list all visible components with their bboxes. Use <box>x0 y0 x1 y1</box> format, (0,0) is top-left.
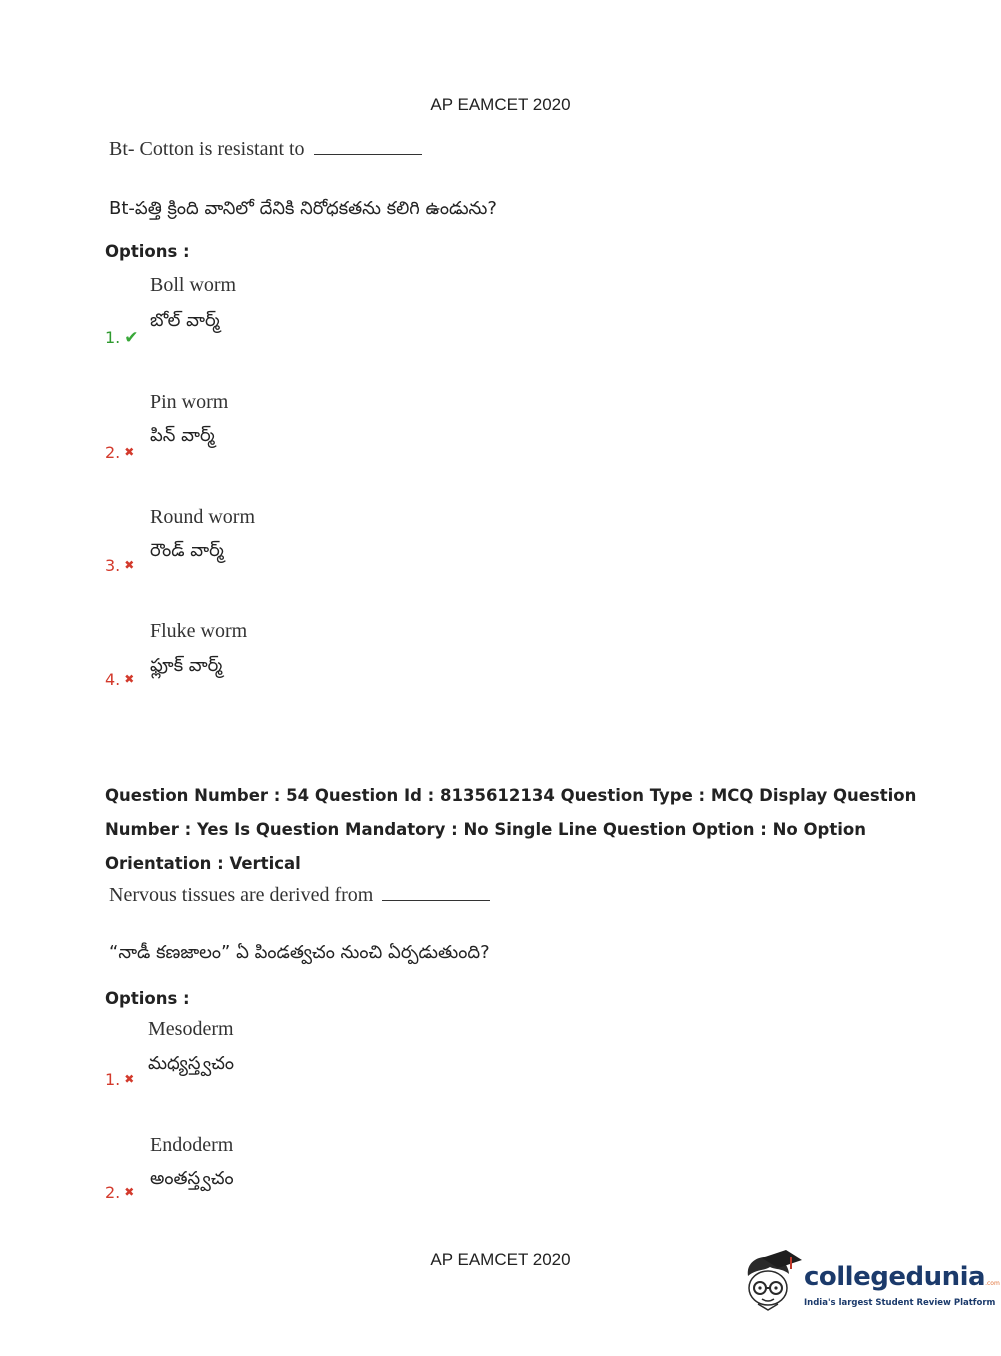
option-2-text-te: పిన్ వార్మ్ <box>150 425 215 446</box>
cross-icon: ✖ <box>124 672 135 686</box>
question-meta-line-3: Orientation : Vertical <box>105 854 301 873</box>
option-1-text-en: Boll worm <box>150 274 237 296</box>
options-label: Options : <box>105 989 190 1008</box>
mascot-logo-icon <box>742 1250 802 1312</box>
question-meta-line-2: Number : Yes Is Question Mandatory : No Single Line Question Option : No Option <box>105 820 866 839</box>
question-meta-line-1: Question Number : 54 Question Id : 8135612134 Question Type : MCQ Display Question <box>105 786 917 805</box>
answer-blank <box>314 153 422 155</box>
check-icon: ✔ <box>124 328 139 348</box>
option-3-text-en: Round worm <box>150 506 255 528</box>
option-2-text-te: అంతస్త్వచం <box>150 1168 234 1189</box>
option-1-number <box>105 328 139 348</box>
option-4-text-en: Fluke worm <box>150 620 248 642</box>
option-number-label: 4. <box>105 670 121 689</box>
question-text: Bt- Cotton is resistant to <box>109 138 305 160</box>
collegedunia-logo <box>742 1250 1000 1312</box>
option-2-text-en: Pin worm <box>150 391 229 413</box>
option-number-label: 3. <box>105 556 121 575</box>
question-text: Nervous tissues are derived from <box>109 884 374 906</box>
question-text-te: Bt-పత్తి క్రింది వానిలో దేనికి నిరోధకతను కలిగి ఉండును? <box>109 198 497 219</box>
option-3-number <box>105 556 134 575</box>
option-1-text-te: మధ్యస్త్వచం <box>148 1053 235 1074</box>
option-1-text-te: బోల్ వార్మ్ <box>150 310 220 331</box>
option-4-text-te: ఫ్లూక్ వార్మ్ <box>150 655 223 676</box>
logo-tagline: India's largest Student Review Platform <box>804 1298 996 1308</box>
question-text-te: “నాడీ కణజాలం” ఏ పిండత్వచం నుంచి ఏర్పడుతుంది? <box>109 942 490 963</box>
options-label: Options : <box>105 242 190 261</box>
cross-icon: ✖ <box>124 1185 135 1199</box>
option-number-label: 1. <box>105 1070 121 1089</box>
option-4-number <box>105 670 134 689</box>
cross-icon: ✖ <box>124 1072 135 1086</box>
cross-icon: ✖ <box>124 445 135 459</box>
option-2-number <box>105 1183 134 1202</box>
question-text-en <box>109 884 490 907</box>
option-number-label: 1. <box>105 328 121 347</box>
option-2-text-en: Endoderm <box>150 1134 234 1156</box>
option-3-text-te: రౌండ్ వార్మ్ <box>150 540 224 561</box>
logo-wordmark <box>804 1262 1000 1292</box>
option-2-number <box>105 443 134 462</box>
logo-name: collegedunia <box>804 1262 986 1292</box>
option-1-text-en: Mesoderm <box>148 1018 234 1040</box>
cross-icon: ✖ <box>124 558 135 572</box>
page-footer-title: AP EAMCET 2020 <box>430 1250 571 1269</box>
logo-suffix: .com <box>985 1280 1000 1287</box>
answer-blank <box>382 899 490 901</box>
question-text-en <box>109 138 422 161</box>
option-1-number <box>105 1070 134 1089</box>
option-number-label: 2. <box>105 1183 121 1202</box>
page-header-title: AP EAMCET 2020 <box>430 95 571 114</box>
option-number-label: 2. <box>105 443 121 462</box>
